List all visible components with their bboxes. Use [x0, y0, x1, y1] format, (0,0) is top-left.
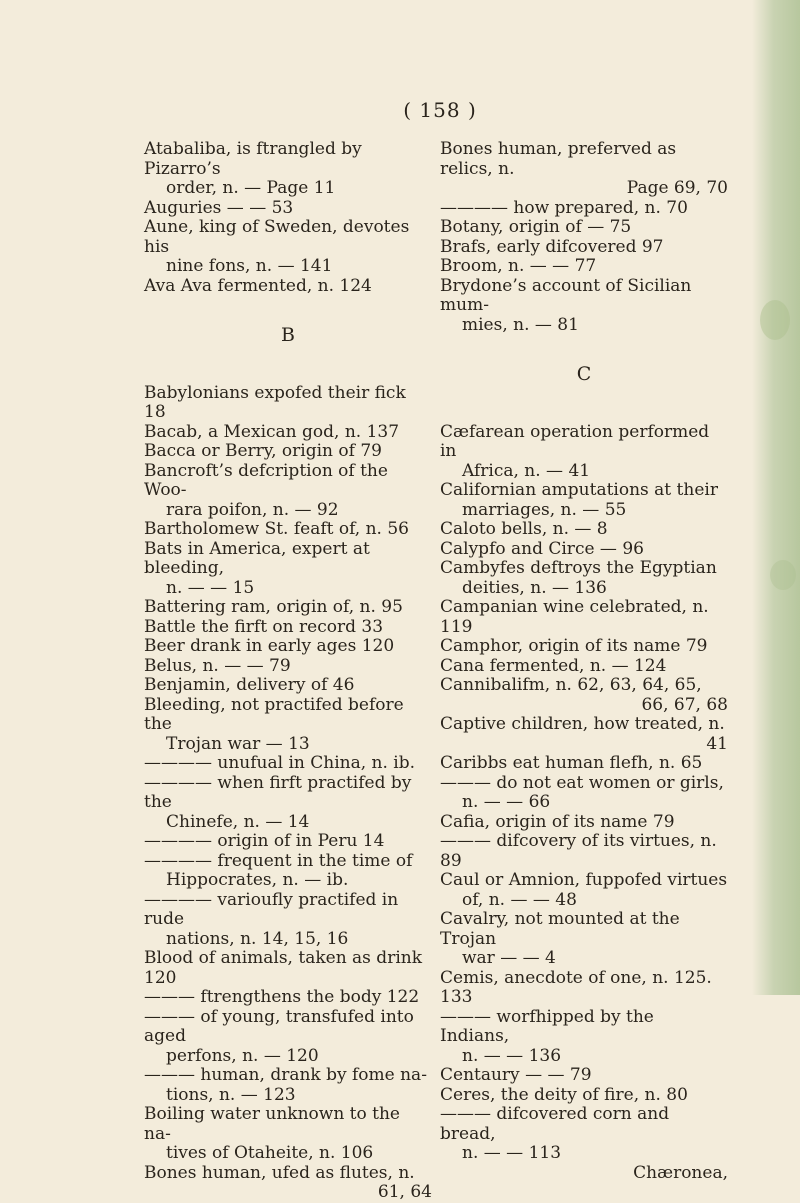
index-entry-line: Ava Ava fermented, n. 124	[144, 275, 372, 296]
index-entry-line: Babylonians expofed their fick 18	[144, 382, 406, 422]
section-letter-heading: C	[576, 363, 592, 385]
index-entry-line: Botany, origin of — 75	[440, 217, 632, 237]
index-entry-line: Cana fermented, n. — 124	[440, 655, 667, 676]
index-entry-line: ———— unufual in China, n. ib.	[144, 753, 416, 773]
index-entry-line: rara poifon, n. — 92	[166, 499, 339, 520]
index-entry-line: ——— of young, transfufed into aged	[144, 1006, 414, 1046]
index-entry-line: Cannibalifm, n. 62, 63, 64, 65,	[440, 675, 702, 695]
index-entry-line: order, n. — Page 11	[166, 178, 336, 198]
index-entry-line: Bacab, a Mexican god, n. 137	[144, 421, 400, 442]
index-entry-line: Camphor, origin of its name 79	[440, 636, 708, 656]
index-entry-line: Bones human, ufed as flutes, n.	[144, 1162, 415, 1183]
index-column-left	[144, 140, 432, 1203]
index-entry-line: tions, n. — 123	[166, 1084, 296, 1105]
index-entry-line: ———— how prepared, n. 70	[440, 197, 688, 218]
index-entry-line: Broom, n. — — 77	[440, 256, 597, 276]
index-entry-line: ——— worfhipped by the Indians,	[440, 1006, 654, 1046]
index-entry-line: Atabaliba, is ftrangled by Pizarro’s	[144, 139, 362, 179]
index-entry-line: Beer drank in early ages 120	[144, 636, 395, 656]
index-entry-line: n. — — 15	[166, 577, 255, 598]
index-entry-line: Aune, king of Sweden, devotes his	[144, 217, 410, 257]
index-entry-line: Californian amputations at their	[440, 480, 718, 500]
index-entry-line: Trojan war — 13	[166, 733, 310, 754]
index-entry-line: Caul or Amnion, fuppofed virtues	[440, 870, 728, 890]
index-entry-line: Cambyfes deftroys the Egyptian	[440, 558, 717, 578]
index-entry-line: Chæronea,	[633, 1162, 728, 1183]
page-edge-discoloration	[752, 0, 800, 995]
page-number-header: ( 158 )	[403, 98, 477, 122]
index-entry-line: Africa, n. — 41	[462, 460, 591, 481]
index-entry-line: of, n. — — 48	[462, 889, 577, 910]
index-entry-line: Cafia, origin of its name 79	[440, 811, 675, 832]
index-entry-line: Bats in America, expert at bleeding,	[144, 538, 370, 578]
index-entry-line: ——— difcovery of its virtues, n. 89	[440, 831, 717, 871]
index-entry-line: Caribbs eat human flefh, n. 65	[440, 753, 703, 773]
index-entry-line: Belus, n. — — 79	[144, 655, 291, 676]
index-entry-line: perfons, n. — 120	[166, 1045, 319, 1066]
index-entry-line: Benjamin, delivery of 46	[144, 675, 355, 695]
index-entry-line: Bacca or Berry, origin of 79	[144, 441, 382, 461]
index-entry-line: n. — — 136	[462, 1045, 562, 1066]
index-entry-line: Auguries — — 53	[144, 197, 294, 218]
index-entry-line: Cemis, anecdote of one, n. 125. 133	[440, 967, 712, 1007]
index-entry-line: n. — — 66	[462, 792, 551, 812]
index-entry-line: ———— frequent in the time of	[144, 850, 413, 871]
index-entry-line: Bartholomew St. feaft of, n. 56	[144, 519, 409, 539]
index-entry-line: ——— ftrengthens the body 122	[144, 987, 420, 1007]
index-entry-line: Centaury — — 79	[440, 1065, 592, 1085]
index-entry-line: tives of Otaheite, n. 106	[166, 1143, 374, 1163]
index-entry-line: mies, n. — 81	[462, 314, 579, 335]
index-entry-line: n. — — 113	[462, 1143, 562, 1163]
index-entry-line: Brydone’s account of Sicilian mum-	[440, 275, 692, 315]
index-entry-line: 41	[706, 733, 728, 754]
index-entry-line: Hippocrates, n. — ib.	[166, 870, 349, 890]
index-entry-line: ——— difcovered corn and bread,	[440, 1104, 670, 1144]
index-entry-line: Calypfo and Circe — 96	[440, 538, 644, 559]
index-column-right	[440, 140, 728, 1183]
index-entry-line: marriages, n. — 55	[462, 499, 627, 520]
index-entry-line: Battering ram, origin of, n. 95	[144, 597, 403, 617]
index-entry-line: war — — 4	[462, 948, 556, 968]
index-entry-line: ——— do not eat women or girls,	[440, 772, 724, 793]
index-entry-line: Battle the firft on record 33	[144, 616, 384, 637]
index-entry-line: Captive children, how treated, n.	[440, 714, 725, 734]
index-entry-line: Chinefe, n. — 14	[166, 811, 310, 832]
index-entry-line: Caloto bells, n. — 8	[440, 519, 608, 539]
index-entry-line: Bleeding, not practifed before the	[144, 694, 404, 734]
index-entry-line: Campanian wine celebrated, n. 119	[440, 597, 709, 637]
section-letter-heading: B	[281, 324, 295, 346]
paper-stain	[760, 300, 790, 340]
index-entry-line: ———— origin of in Peru 14	[144, 831, 385, 851]
index-entry-line: Blood of animals, taken as drink 120	[144, 948, 423, 988]
index-entry-line: Boiling water unknown to the na-	[144, 1104, 400, 1144]
index-entry-line: Brafs, early difcovered 97	[440, 236, 664, 257]
index-entry-line: nine fons, n. — 141	[166, 256, 333, 276]
index-entry-line: Cæfarean operation performed in	[440, 421, 710, 461]
index-entry-line: 66, 67, 68	[641, 694, 728, 715]
index-entry-line: nations, n. 14, 15, 16	[166, 928, 349, 949]
index-entry-line: 61, 64	[377, 1182, 432, 1202]
index-entry-line: Bancroft’s defcription of the Woo-	[144, 460, 388, 500]
index-entry-line: ———— when firft practifed by the	[144, 772, 412, 812]
index-entry-line: Bones human, preferved as relics, n.	[440, 139, 677, 179]
index-entry-line: Page 69, 70	[626, 178, 728, 198]
index-entry-line: deities, n. — 136	[462, 577, 607, 598]
index-entry-line: ——— human, drank by fome na-	[144, 1065, 427, 1085]
paper-stain	[770, 560, 796, 590]
index-entry-line: Cavalry, not mounted at the Trojan	[440, 909, 680, 949]
index-entry-line: Ceres, the deity of fire, n. 80	[440, 1084, 688, 1105]
index-entry-line: ———— varioufly practifed in rude	[144, 889, 399, 929]
